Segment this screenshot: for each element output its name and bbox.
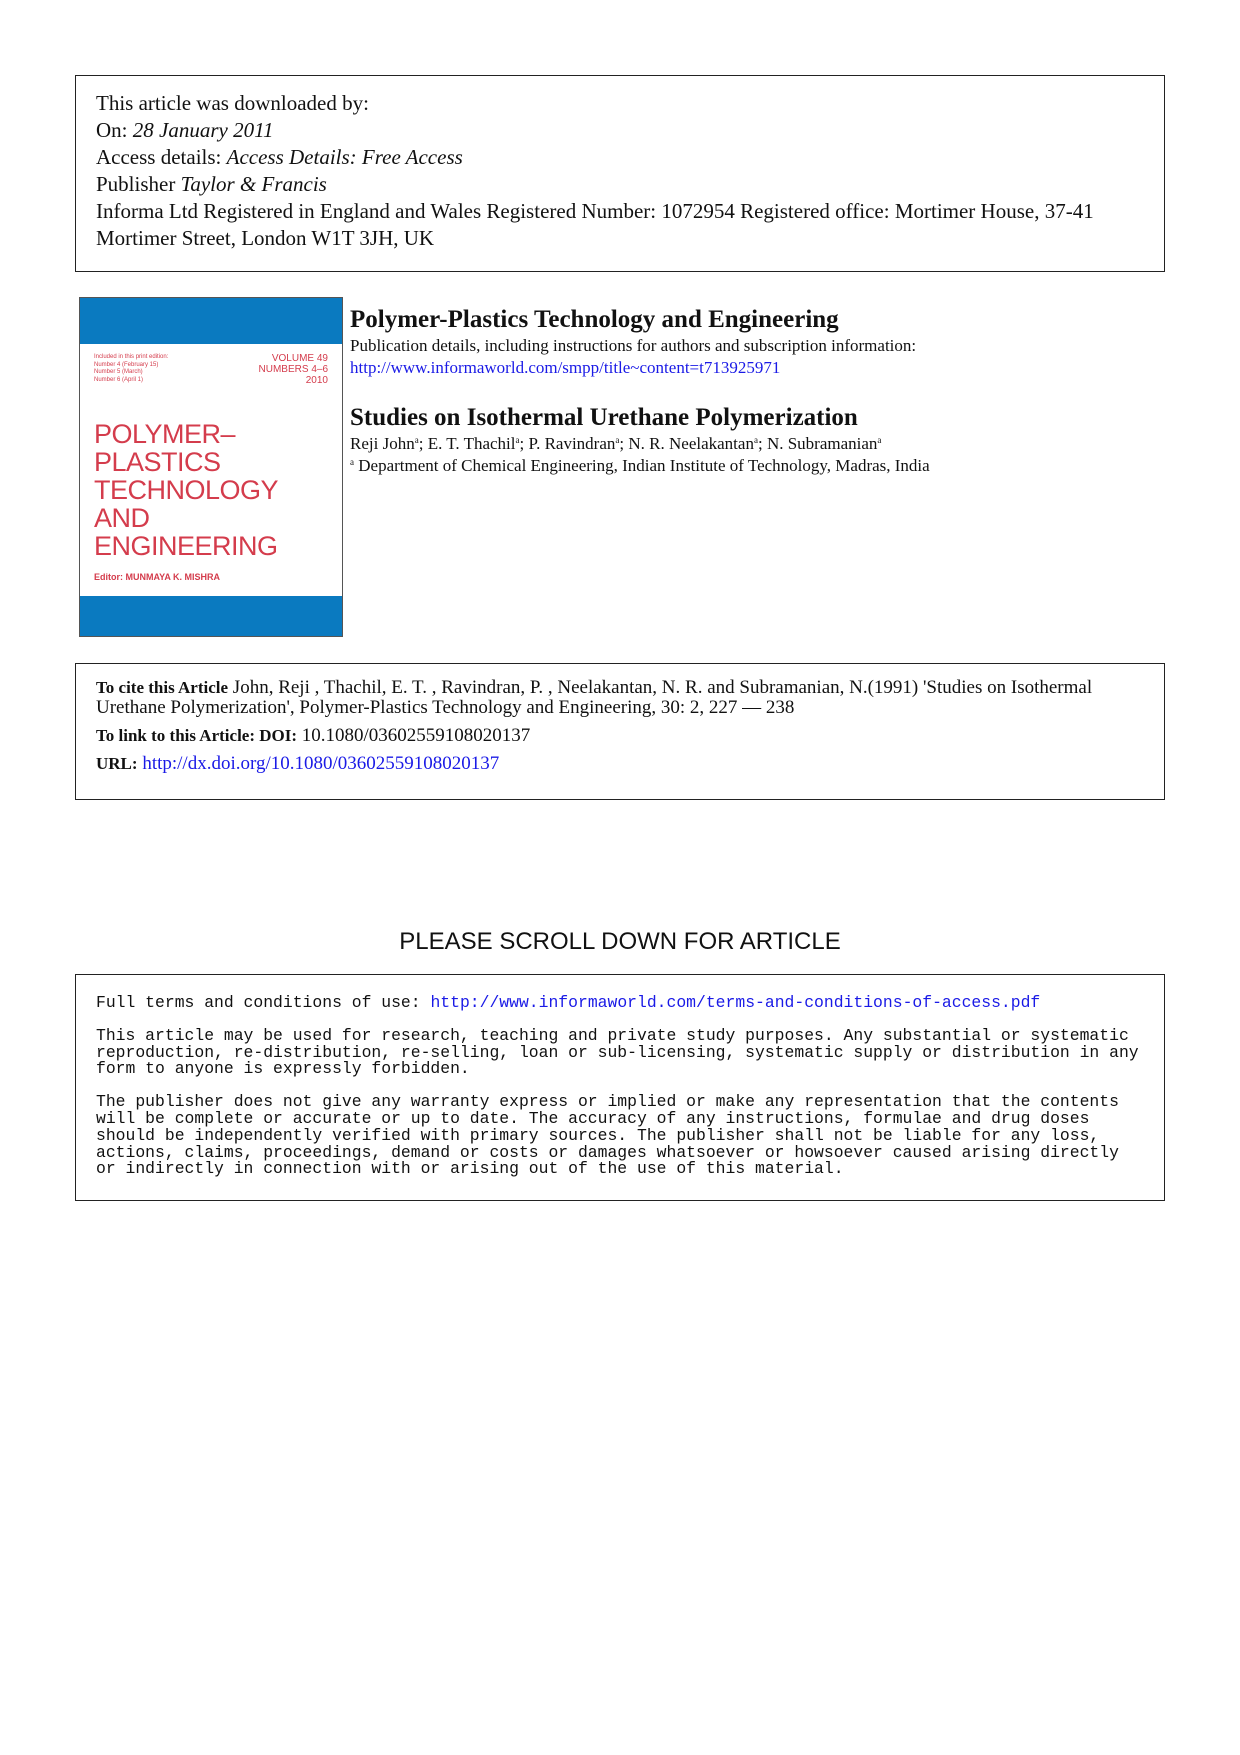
cite-label: To cite this Article <box>96 678 229 697</box>
cite-text: John, Reji , Thachil, E. T. , Ravindran, P. , Neelakantan, N. R. and Subramanian, N.(1991) 'Studies on Isothermal Urethane Polymerization', Polymer-Plastics Technology and Engineering, 30: 2, 227 — 238 <box>96 677 1093 718</box>
registered-office: Informa Ltd Registered in England and Wales Registered Number: 1072954 Registered office: Mortimer House, 37-41 Mortimer Street, London W1T 3JH, UK <box>96 199 1094 250</box>
terms-label: Full terms and conditions of use: <box>96 993 431 1012</box>
cover-included-line: Number 5 (March) <box>94 369 143 375</box>
cover-title-line: TECHNOLOGY <box>94 475 279 505</box>
url-label: URL: <box>96 754 138 773</box>
journal-cover-image <box>79 297 343 637</box>
author-affiliation-mark: a <box>414 435 419 445</box>
author-list <box>350 433 1170 455</box>
author-name: E. T. Thachil <box>427 434 516 453</box>
author-separator: ; <box>519 434 529 453</box>
cover-top-band <box>80 298 342 344</box>
author-name: Reji John <box>350 434 415 453</box>
cover-editor: Editor: MUNMAYA K. MISHRA <box>94 572 221 582</box>
publisher-line <box>96 171 1144 198</box>
article-title: Studies on Isothermal Urethane Polymerization <box>350 404 858 431</box>
author-affiliation-mark: a <box>615 435 620 445</box>
doi-row <box>96 726 1144 746</box>
cover-volume-info <box>259 353 328 386</box>
terms-box <box>75 974 1165 1201</box>
access-label: Access details: <box>96 145 227 169</box>
cover-numbers: NUMBERS 4–6 <box>258 364 328 375</box>
download-date-line <box>96 117 1144 144</box>
author-separator: ; <box>418 434 428 453</box>
access-value: Access Details: Free Access <box>226 145 463 169</box>
author-separator: ; <box>757 434 767 453</box>
publisher-label: Publisher <box>96 172 181 196</box>
cover-title <box>94 420 342 560</box>
scroll-down-message: PLEASE SCROLL DOWN FOR ARTICLE <box>399 928 841 955</box>
url-row <box>96 754 1144 774</box>
cover-included-line: Included in this print edition: <box>94 354 169 360</box>
journal-link[interactable]: http://www.informaworld.com/smpp/title~content=t713925971 <box>350 358 781 377</box>
download-info-box <box>75 75 1165 272</box>
affiliation <box>350 455 1170 477</box>
author-name: N. R. Neelakantan <box>628 434 754 453</box>
terms-link[interactable]: http://www.informaworld.com/terms-and-conditions-of-access.pdf <box>430 993 1041 1012</box>
cover-title-line: POLYMER–PLASTICS <box>94 419 236 477</box>
affiliation-text: Department of Chemical Engineering, Indian Institute of Technology, Madras, India <box>354 456 930 475</box>
affiliation-mark: a <box>350 457 354 467</box>
author-affiliation-mark: a <box>753 435 758 445</box>
citation-box <box>75 663 1165 800</box>
cover-title-line: ENGINEERING <box>94 531 278 561</box>
cover-included-line: Number 4 (February 15) <box>94 361 159 368</box>
publisher-value: Taylor & Francis <box>180 172 327 196</box>
doi-value: 10.1080/03602559108020137 <box>297 725 531 746</box>
cover-year: 2010 <box>305 375 328 386</box>
downloaded-by-line: This article was downloaded by: <box>96 91 369 115</box>
journal-title: Polymer-Plastics Technology and Engineering <box>350 306 839 333</box>
publication-details: Publication details, including instructions for authors and subscription information: <box>350 336 917 355</box>
cite-row <box>96 678 1144 718</box>
cover-included-text <box>94 354 204 384</box>
cover-included-line: Number 6 (April 1) <box>94 376 144 383</box>
article-metadata <box>350 305 1170 477</box>
on-label: On: <box>96 118 133 142</box>
download-date: 28 January 2011 <box>132 118 274 142</box>
author-name: N. Subramanian <box>766 434 878 453</box>
doi-label: To link to this Article: DOI: <box>96 726 298 745</box>
cover-volume: VOLUME 49 <box>271 353 328 364</box>
cover-bottom-band <box>80 596 342 636</box>
access-details-line <box>96 144 1144 171</box>
terms-paragraph-disclaimer: The publisher does not give any warranty express or implied or make any representation that the contents will be complete or accurate or up to date. The accuracy of any instructions, formulae and drug doses should be independently verified with primary sources. The publisher shall not be liable for any loss, actions, claims, proceedings, demand or costs or damages whatsoever or howsoever caused arising directly or indirectly in connection with or arising out of the use of this material. <box>96 1092 1119 1179</box>
terms-row <box>96 995 1144 1012</box>
doi-url-link[interactable]: http://dx.doi.org/10.1080/03602559108020137 <box>142 753 500 774</box>
author-name: P. Ravindran <box>528 434 616 453</box>
author-affiliation-mark: a <box>877 435 882 445</box>
cover-title-line: AND <box>94 503 150 533</box>
author-separator: ; <box>619 434 629 453</box>
author-affiliation-mark: a <box>515 435 520 445</box>
terms-paragraph-usage: This article may be used for research, teaching and private study purposes. Any substantial or systematic reproduction, re-distribution, re-selling, loan or sub-licensing, systematic supply or distribution in any form to anyone is expressly forbidden. <box>96 1025 1139 1079</box>
